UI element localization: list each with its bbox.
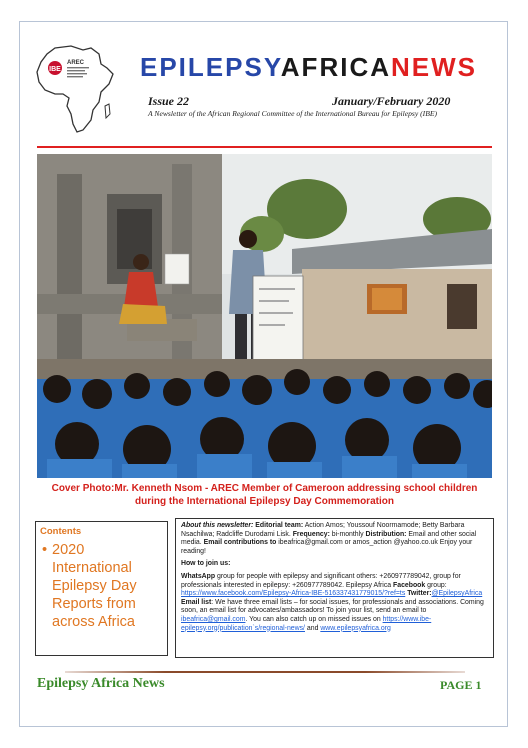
header-divider xyxy=(37,146,492,148)
contents-item-label: 2020 International Epilepsy Day Reports from across Africa xyxy=(52,542,137,630)
tagline: A Newsletter of the African Regional Committee of the International Bureau for Epilepsy (IBE) xyxy=(148,109,438,118)
join-title: How to join us: xyxy=(181,560,231,568)
logo-mark: IBE xyxy=(49,66,61,73)
footer-divider xyxy=(65,671,465,673)
issue-number: Issue 22 xyxy=(148,94,190,108)
contributions-label: Email contributions to xyxy=(203,539,277,547)
page-number: PAGE 1 xyxy=(440,678,482,692)
email-list-text: : We have three email lists – for social issues, for professionals and associations. Coming soon, an email list for advocates/ambassadors! To join your list, send an email to xyxy=(181,598,484,615)
cover-caption-line-1: Cover Photo:Mr. Kenneth Nsom - AREC Member of Cameroon addressing school children xyxy=(51,483,478,494)
distribution-text: Email and other social media. xyxy=(181,530,477,547)
facebook-text: group: xyxy=(427,581,447,589)
email-list-label: Email list xyxy=(181,598,212,606)
cover-caption-line-2: during the International Epilepsy Day Commemoration xyxy=(135,496,394,507)
bullet-icon: • xyxy=(42,542,48,558)
whatsapp-label: WhatsApp xyxy=(181,572,216,580)
facebook-label: Facebook xyxy=(393,581,426,589)
cover-photo xyxy=(37,154,492,478)
team-text: Action Amos; Youssouf Noormamode; Betty Barbara Nsachilwa; Radcliffe Durodami Lisk. xyxy=(181,522,465,538)
distribution-label: Distribution: xyxy=(365,530,407,538)
masthead-part-news: NEWS xyxy=(391,52,477,82)
frequency-text: bi-monthly xyxy=(331,530,364,538)
contents-title: Contents xyxy=(40,526,82,537)
about-paragraph xyxy=(181,522,488,556)
contents-box xyxy=(35,521,168,656)
contributions-text: ibeafrica@gmail.com or amos_action @yahoo.co.uk Enjoy your reading! xyxy=(181,539,473,555)
issue-date: January/February 2020 xyxy=(332,94,451,108)
and-text: and xyxy=(306,624,319,632)
logo-text: AREC xyxy=(67,60,85,66)
twitter-link[interactable]: @EpilepsyAfrica xyxy=(431,590,483,598)
join-paragraph xyxy=(181,573,488,633)
site-link[interactable]: www.epilepsyafrica.org xyxy=(320,624,391,632)
masthead-part-epilepsy: EPILEPSY xyxy=(140,52,281,82)
cover-caption xyxy=(37,482,492,508)
about-box xyxy=(175,518,494,658)
footer-title: Epilepsy Africa News xyxy=(37,676,165,691)
masthead-title xyxy=(140,52,477,82)
whatsapp-text: group for people with epilepsy and significant others: +260977789042, group for professionals interested in epilepsy: +260977789042. Epilepsy Africa xyxy=(181,572,461,589)
email-list-link[interactable]: ibeafrica@gmail.com xyxy=(181,615,246,623)
ibe-arec-logo xyxy=(33,44,117,136)
facebook-link[interactable]: https://www.facebook.com/Epilepsy-Africa-IBE-516337431779015/?ref=ts xyxy=(181,590,406,598)
team-label: Editorial team: xyxy=(255,522,304,529)
email-list-text-2: . You can also catch up on missed issues on xyxy=(245,615,381,623)
about-heading: About this newsletter: xyxy=(181,522,254,529)
africa-map-icon xyxy=(33,44,117,136)
contents-item[interactable] xyxy=(42,541,167,631)
twitter-label: Twitter: xyxy=(407,590,432,598)
masthead-part-africa: AFRICA xyxy=(280,52,391,82)
issues-link[interactable]: https://www.ibe-epilepsy.org/publication`s/regional-news/ xyxy=(181,615,432,632)
frequency-label: Frequency: xyxy=(292,530,330,538)
